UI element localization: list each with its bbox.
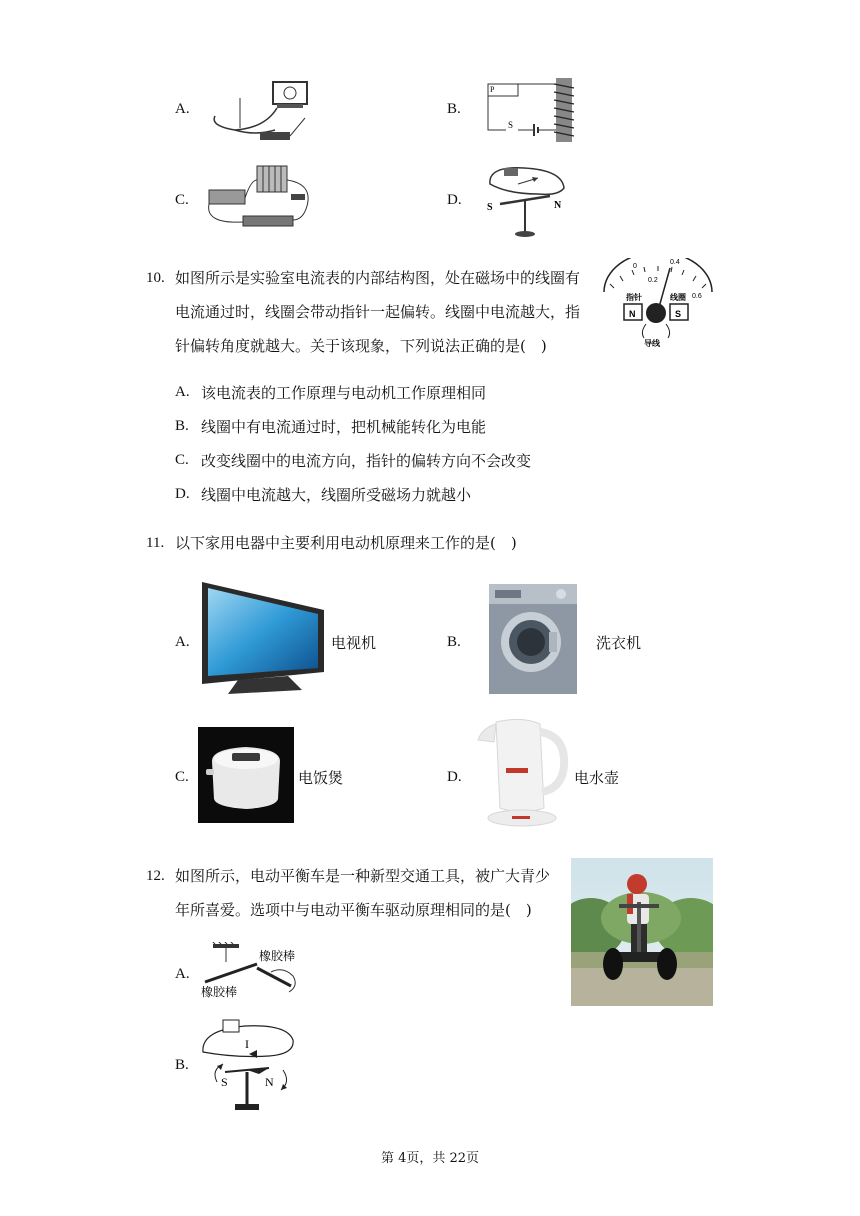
label-n: N: [554, 200, 562, 211]
pointer-label: 指针: [626, 293, 642, 302]
option-caption: 电视机: [331, 634, 377, 652]
circuit-figure-d: [478, 160, 570, 240]
option-letter: B.: [175, 418, 189, 434]
current-label: I: [245, 1037, 249, 1051]
label-p: P: [490, 85, 495, 94]
option-letter: B.: [447, 634, 461, 650]
option-letter-d: D.: [447, 192, 462, 208]
option-letter: A.: [175, 966, 190, 982]
question-number: 12.: [146, 868, 165, 884]
question-stem: 以下家用电器中主要利用电动机原理来工作的是( ): [175, 534, 517, 552]
option-letter: D.: [175, 486, 190, 502]
page-footer: 第 4页，共 22页: [380, 1151, 480, 1166]
rubber-rod-label: 橡胶棒: [259, 949, 296, 963]
option-letter: C.: [175, 769, 189, 785]
option-caption: 洗衣机: [596, 634, 642, 652]
option-text: 改变线圈中的电流方向，指针的偏转方向不会改变: [201, 452, 532, 470]
option-letter-c: C.: [175, 192, 189, 208]
label-s: S: [487, 202, 493, 213]
scale-label: 0.2: [648, 277, 658, 284]
magnet-n-label: N: [629, 309, 636, 319]
option-letter-a: A.: [175, 101, 190, 117]
washing-machine-image: [489, 584, 577, 694]
option-caption: 电水壶: [574, 769, 620, 787]
wire-compass-figure: [199, 1016, 299, 1116]
question-stem-line: 针偏转角度就越大。关于该现象，下列说法正确的是( ): [175, 337, 547, 355]
option-caption: 电饭煲: [298, 769, 344, 787]
magnet-s-label: S: [675, 309, 682, 319]
option-letter: D.: [447, 769, 462, 785]
rice-cooker-image: [198, 727, 294, 823]
label-s: S: [508, 120, 514, 130]
ammeter-structure-figure: [596, 258, 718, 348]
question-number: 11.: [146, 535, 165, 551]
wire-label: 导线: [644, 339, 660, 348]
scale-label: 0: [633, 263, 637, 270]
question-stem-line: 如图所示是实验室电流表的内部结构图，处在磁场中的线圈有: [175, 269, 581, 287]
question-stem-line: 电流通过时，线圈会带动指针一起偏转。线圈中电流越大，指: [175, 303, 581, 321]
electric-kettle-image: [472, 712, 572, 836]
balance-scooter-photo: [571, 858, 713, 1006]
pole-s-label: S: [221, 1075, 228, 1089]
option-letter-b: B.: [447, 101, 461, 117]
question-stem-line: 如图所示，电动平衡车是一种新型交通工具，被广大青少: [175, 867, 551, 885]
circuit-figure-b: [478, 78, 578, 146]
coil-label: 线圈: [670, 293, 686, 302]
rubber-rod-label: 橡胶棒: [201, 985, 238, 999]
option-text: 该电流表的工作原理与电动机工作原理相同: [201, 384, 487, 402]
option-letter: A.: [175, 634, 190, 650]
question-number: 10.: [146, 270, 165, 286]
question-stem-line: 年所喜爱。选项中与电动平衡车驱动原理相同的是( ): [175, 901, 532, 919]
option-letter: A.: [175, 384, 190, 400]
circuit-figure-a: [205, 78, 315, 146]
option-letter: C.: [175, 452, 189, 468]
option-letter: B.: [175, 1057, 189, 1073]
pole-n-label: N: [265, 1075, 274, 1089]
circuit-figure-c: [203, 160, 321, 234]
scale-label: 0.6: [692, 293, 702, 300]
television-image: [198, 580, 328, 696]
option-text: 线圈中有电流通过时，把机械能转化为电能: [201, 418, 487, 436]
option-text: 线圈中电流越大，线圈所受磁场力就越小: [201, 486, 472, 504]
scale-label: 0.4: [670, 259, 680, 266]
rubber-rod-figure: [199, 942, 303, 1002]
